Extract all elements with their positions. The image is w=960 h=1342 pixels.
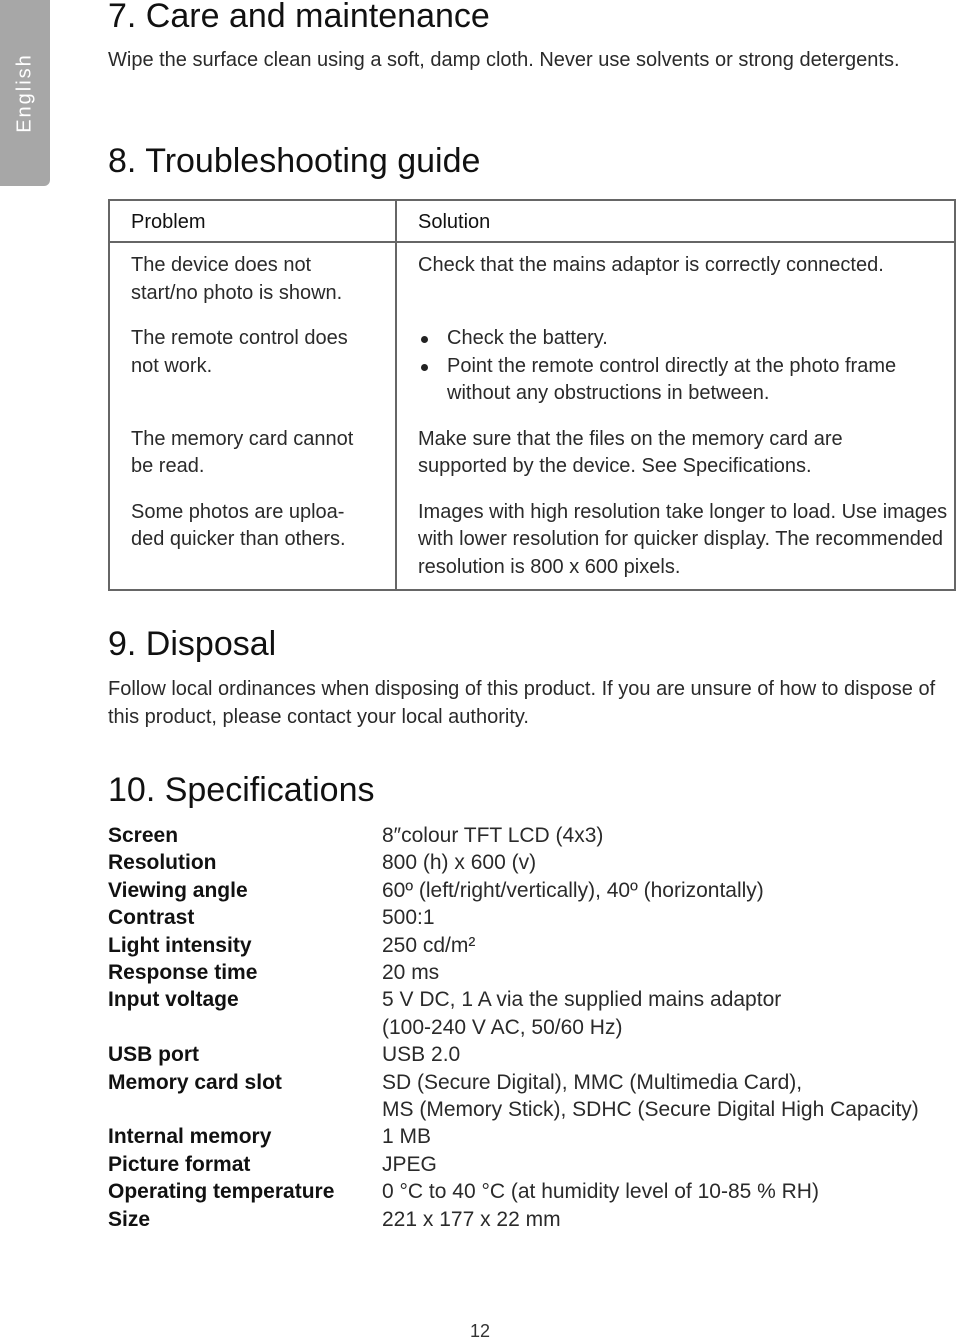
spec-row bbox=[108, 822, 919, 849]
spec-label: Resolution bbox=[108, 851, 217, 875]
spec-label: Operating temperature bbox=[108, 1180, 335, 1204]
spec-row bbox=[108, 877, 919, 904]
spec-value: 0 °C to 40 °C (at humidity level of 10-85 % RH) bbox=[382, 1180, 819, 1204]
spec-row bbox=[108, 932, 919, 959]
spec-label: Contrast bbox=[108, 906, 195, 930]
spec-label: Size bbox=[108, 1207, 151, 1231]
problem-cell: The device does not start/no photo is shown. bbox=[109, 242, 396, 316]
table-row bbox=[109, 417, 955, 490]
solution-cell: Images with high resolution take longer to load. Use images with lower resolution for quicker display. The recommended resolution is 800 x 600 pixels. bbox=[396, 490, 955, 591]
spec-row bbox=[108, 959, 919, 986]
spec-row bbox=[108, 849, 919, 876]
troubleshooting-heading: 8. Troubleshooting guide bbox=[108, 142, 481, 180]
bullet-icon bbox=[421, 336, 428, 343]
spec-value: 800 (h) x 600 (v) bbox=[382, 851, 537, 875]
spec-value: 221 x 177 x 22 mm bbox=[382, 1207, 561, 1231]
list-item bbox=[418, 353, 954, 408]
spec-label: Light intensity bbox=[108, 933, 252, 957]
spec-label: Internal memory bbox=[108, 1125, 272, 1149]
disposal-heading: 9. Disposal bbox=[108, 625, 277, 663]
spec-label: Viewing angle bbox=[108, 878, 248, 902]
spec-label: Memory card slot bbox=[108, 1070, 282, 1094]
bullet-text: Check the battery. bbox=[447, 327, 608, 349]
problem-cell: The remote control does not work. bbox=[109, 316, 396, 417]
solution-cell: Make sure that the files on the memory card are supported by the device. See Specifications. bbox=[396, 417, 955, 490]
specifications-table bbox=[108, 822, 919, 1233]
column-header-problem: Problem bbox=[109, 200, 396, 242]
care-heading: 7. Care and maintenance bbox=[108, 0, 490, 35]
spec-row bbox=[108, 1206, 919, 1233]
spec-value-line: SD (Secure Digital), MMC (Multimedia Card), bbox=[382, 1070, 803, 1094]
care-text: Wipe the surface clean using a soft, damp cloth. Never use solvents or strong detergents. bbox=[108, 49, 900, 71]
bullet-text: Point the remote control directly at the photo frame without any obstructions in between. bbox=[447, 354, 897, 404]
list-item bbox=[418, 325, 954, 353]
spec-label: Picture format bbox=[108, 1152, 251, 1176]
spec-row bbox=[108, 1069, 919, 1124]
problem-cell: The memory card cannot be read. bbox=[109, 417, 396, 490]
page-number: 12 bbox=[469, 1321, 491, 1341]
spec-value-line: (100-240 V AC, 50/60 Hz) bbox=[382, 1015, 623, 1039]
spec-value: 250 cd/m² bbox=[382, 933, 476, 957]
spec-value: 1 MB bbox=[382, 1125, 432, 1149]
spec-row bbox=[108, 1151, 919, 1178]
solution-cell bbox=[396, 316, 955, 417]
language-tab-label: English bbox=[13, 53, 36, 133]
spec-row bbox=[108, 1123, 919, 1150]
table-row bbox=[109, 490, 955, 591]
spec-row bbox=[108, 986, 919, 1041]
spec-value-line: 5 V DC, 1 A via the supplied mains adaptor bbox=[382, 988, 782, 1012]
spec-value: 20 ms bbox=[382, 961, 440, 985]
spec-row bbox=[108, 904, 919, 931]
spec-label: Response time bbox=[108, 961, 258, 985]
solution-cell: Check that the mains adaptor is correctly connected. bbox=[396, 242, 955, 316]
troubleshooting-table bbox=[108, 199, 956, 591]
spec-row bbox=[108, 1178, 919, 1205]
specifications-heading: 10. Specifications bbox=[108, 771, 375, 809]
table-row bbox=[109, 316, 955, 417]
spec-value: 60º (left/right/vertically), 40º (horizontally) bbox=[382, 878, 764, 902]
spec-label: USB port bbox=[108, 1043, 199, 1067]
column-header-solution: Solution bbox=[396, 200, 955, 242]
spec-value: 500:1 bbox=[382, 906, 435, 930]
disposal-text: Follow local ordinances when disposing of this product. If you are unsure of how to dispose of this product, please contact your local authority. bbox=[108, 678, 936, 728]
language-tab bbox=[0, 0, 50, 186]
table-header-row bbox=[109, 200, 955, 242]
spec-value: 8″colour TFT LCD (4x3) bbox=[382, 824, 604, 847]
spec-row bbox=[108, 1041, 919, 1068]
table-row bbox=[109, 242, 955, 316]
solution-bullet-list bbox=[418, 325, 954, 408]
spec-value: JPEG bbox=[382, 1152, 437, 1176]
bullet-icon bbox=[421, 364, 428, 371]
spec-label: Input voltage bbox=[108, 988, 239, 1012]
spec-value: USB 2.0 bbox=[382, 1043, 461, 1067]
spec-value bbox=[382, 1069, 919, 1124]
spec-value bbox=[382, 986, 919, 1041]
spec-value-line: MS (Memory Stick), SDHC (Secure Digital High Capacity) bbox=[382, 1098, 919, 1122]
problem-cell: Some photos are uploa-ded quicker than others. bbox=[109, 490, 396, 591]
spec-label: Screen bbox=[108, 824, 179, 847]
